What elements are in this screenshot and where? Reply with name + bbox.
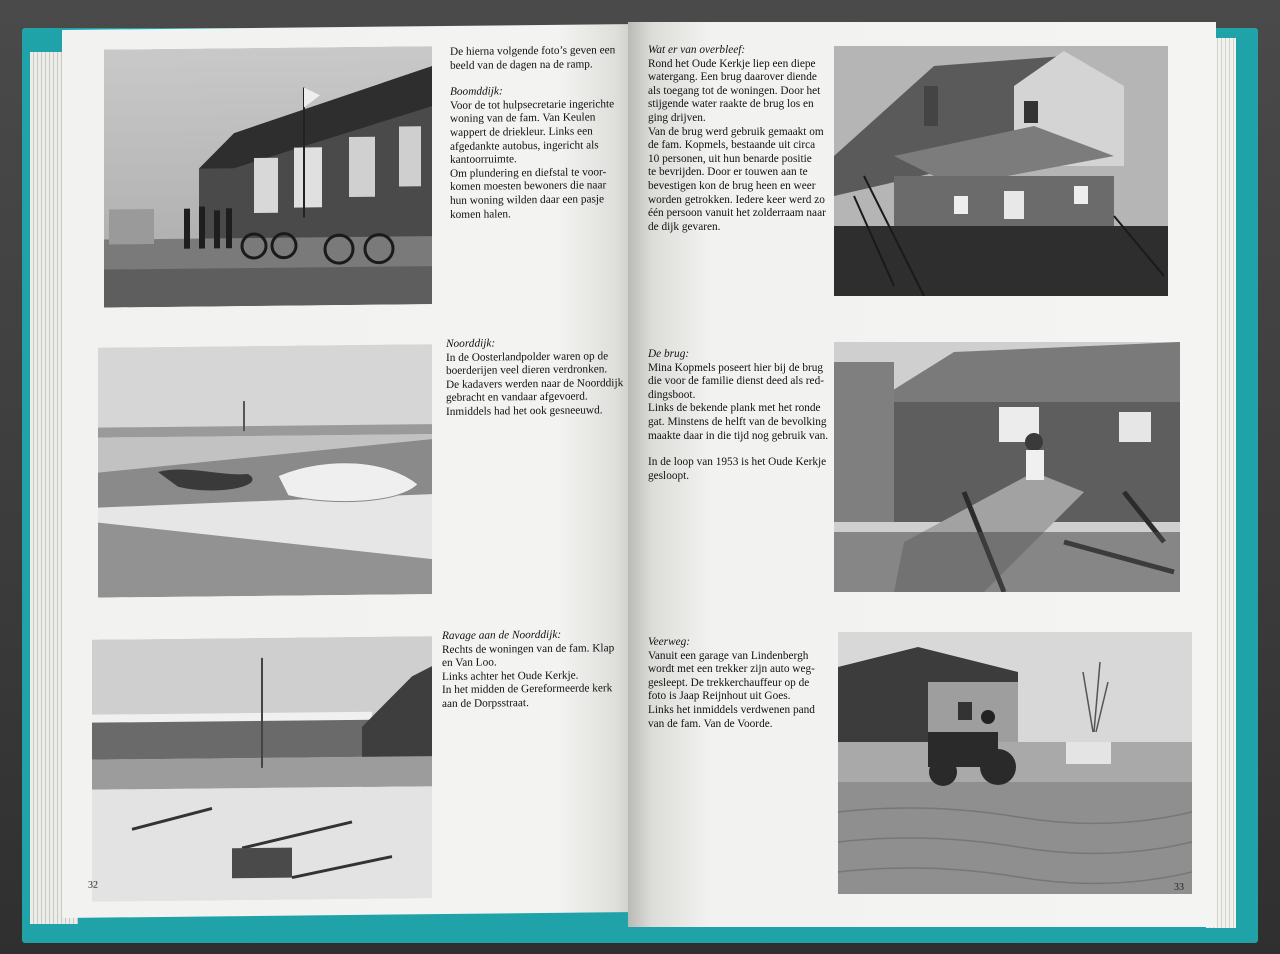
caption-heading: Ravage aan de Noorddijk: [442,628,562,643]
caption-line: Inmiddels had het ook gesneeuwd. [446,404,603,418]
caption-line: Vanuit een garage van Lindenbergh [648,649,809,662]
caption-line: Mina Kopmels poseert hier bij de brug [648,361,824,374]
caption-line: dingsboot. [648,388,696,401]
caption-line: In de Oosterlandpolder waren op de [446,349,609,364]
caption-line: te bevrijden. Door er touwen aan te [648,166,808,179]
caption-line: De hierna volgende foto’s geven een [450,44,616,58]
caption-line: bevestigen kon de brug heen en weer [648,179,816,192]
caption-brug [648,348,833,483]
caption-line: Rechts de woningen van de fam. Klap [442,641,615,656]
caption-line: boerderijen veel dieren verdronken. [446,363,608,378]
caption-line: als toegang tot de woningen. Door het [648,84,821,97]
caption-line: maakte daar in die tijd nog gebruik van. [648,429,829,442]
photo-brug [834,342,1180,592]
caption-line: wordt met een trekker zijn auto weg- [648,663,815,676]
caption-line: hun woning wilden daar een pasje [450,193,605,207]
caption-heading: Boomddijk: [450,85,503,99]
caption-line: Links de bekende plank met het ronde [648,402,821,415]
caption-line: watergang. Een brug daarover diende [648,71,817,84]
caption-line: Links achter het Oude Kerkje. [442,669,579,683]
caption-noorddijk [446,336,636,420]
caption-line: die voor de familie dienst deed als red- [648,375,824,388]
page-number-left: 32 [88,879,98,891]
caption-line: gesleept. De trekkerchauffeur op de [648,676,810,689]
caption-line: 10 personen, uit hun benarde positie [648,152,812,165]
caption-line: woning van de fam. Van Keulen [450,111,596,126]
caption-line: gesloopt. [648,469,690,482]
caption-line: wappert de driekleur. Links een [450,125,593,139]
caption-line: van de fam. Van de Voorde. [648,717,773,730]
caption-line: Rond het Oude Kerkje liep een diepe [648,57,816,70]
caption-line: de fam. Kopmels, bestaande uit circa [648,139,816,152]
caption-line: beeld van de dagen na de ramp. [450,58,593,72]
caption-heading: Noorddijk: [446,337,496,350]
caption-ravage [442,628,637,712]
caption-line: In het midden de Gereformeerde kerk [442,682,613,697]
caption-heading: De brug: [648,348,690,360]
caption-line: stijgende water raakte de brug los en [648,98,814,111]
caption-line: afgedankte autobus, ingericht als [450,138,599,153]
caption-overbleef [648,44,833,234]
caption-line: In de loop van 1953 is het Oude Kerkje [648,456,827,469]
page-number-right: 33 [1174,882,1184,893]
photo-veerweg [838,632,1192,894]
caption-boomdijk [450,44,635,222]
caption-line: ging drijven. [648,111,706,124]
caption-line: foto is Jaap Reijnhout uit Goes. [648,690,791,703]
caption-line: Van de brug werd gebruik gemaakt om [648,125,824,138]
caption-line: Om plundering en diefstal te voor- [450,166,607,180]
caption-line: één persoon vanuit het zolderraam naar [648,207,826,220]
caption-line: komen halen. [450,207,511,221]
caption-line: Voor de tot hulpsecretarie ingerichte [450,97,615,112]
caption-heading: Wat er van overbleef: [648,44,746,56]
caption-heading: Veerweg: [648,636,691,648]
caption-line: komen moesten bewoners die naar [450,179,607,194]
caption-veerweg [648,636,838,731]
caption-line: worden getrokken. Iedere keer werd zo [648,193,825,206]
caption-line: kantoorruimte. [450,153,517,167]
left-page [62,24,640,918]
right-page [628,22,1216,927]
photo-overbleef [834,46,1168,296]
caption-line: gebracht en vandaar afgevoerd. [446,390,588,405]
caption-line: en Van Loo. [442,656,497,670]
caption-line: gat. Minstens de helft van de bevolking [648,415,827,428]
caption-line: De kadavers werden naar de Noorddijk [446,376,624,391]
caption-line: de dijk gevaren. [648,220,721,233]
caption-line: aan de Dorpsstraat. [442,697,529,710]
photo-noorddijk [98,344,432,597]
photo-boomdijk [104,46,432,307]
photo-ravage [92,636,432,902]
caption-line: Links het inmiddels verdwenen pand [648,703,815,716]
